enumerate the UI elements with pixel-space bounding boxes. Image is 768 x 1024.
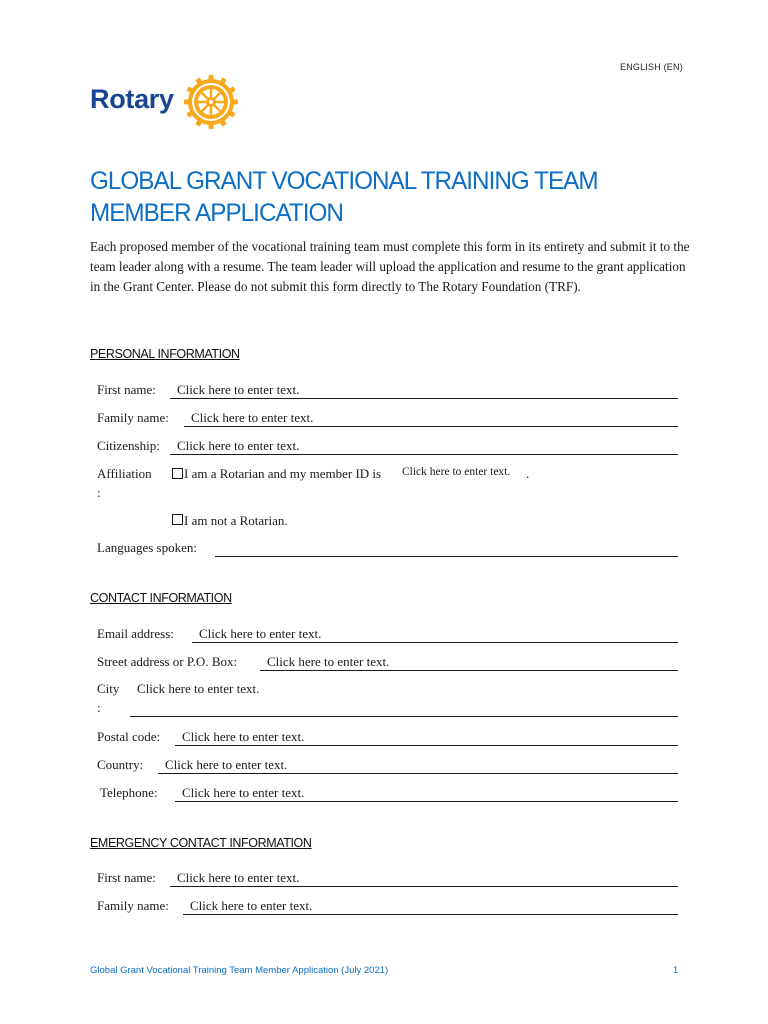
- country-label: Country:: [97, 757, 144, 772]
- languages-label: Languages spoken:: [97, 540, 198, 555]
- city-colon: :: [97, 700, 101, 715]
- page-title: [90, 165, 672, 229]
- city-field[interactable]: Click here to enter text.: [137, 681, 260, 696]
- citizenship-underline: [170, 454, 678, 455]
- postal-code-label: Postal code:: [97, 729, 161, 744]
- postal-code-field[interactable]: Click here to enter text.: [182, 729, 305, 744]
- emergency-first-name-underline: [170, 886, 678, 887]
- emergency-family-name-field[interactable]: Click here to enter text.: [190, 898, 313, 913]
- page-title-line1: GLOBAL GRANT VOCATIONAL TRAINING TEAM: [90, 167, 598, 195]
- country-underline: [158, 773, 678, 774]
- personal-info-heading: PERSONAL INFORMATION: [90, 347, 240, 361]
- not-rotarian-checkbox[interactable]: [172, 514, 183, 525]
- footer-document-name: Global Grant Vocational Training Team Member Application (July 2021): [90, 965, 389, 976]
- emergency-family-name-label: Family name:: [97, 898, 169, 913]
- email-label: Email address:: [97, 626, 174, 641]
- postal-code-underline: [175, 745, 678, 746]
- citizenship-label: Citizenship:: [97, 438, 160, 453]
- family-name-underline: [184, 426, 678, 427]
- language-label: ENGLISH (EN): [620, 62, 683, 72]
- family-name-field[interactable]: Click here to enter text.: [191, 410, 314, 425]
- telephone-underline: [175, 801, 678, 802]
- telephone-field[interactable]: Click here to enter text.: [182, 785, 305, 800]
- telephone-label: Telephone:: [100, 785, 158, 800]
- family-name-label: Family name:: [97, 410, 169, 425]
- member-id-period: .: [526, 466, 530, 481]
- emergency-first-name-field[interactable]: Click here to enter text.: [177, 870, 300, 885]
- country-field[interactable]: Click here to enter text.: [165, 757, 288, 772]
- intro-paragraph: Each proposed member of the vocational training team must complete this form in its entirety and submit it to the team leader along with a resume. The team leader will upload the application and resume to the grant application in the Grant Center. Please do not submit this form directly to The Rotary Foundation (TRF).: [90, 239, 690, 294]
- street-label: Street address or P.O. Box:: [97, 654, 238, 669]
- emergency-family-name-underline: [183, 914, 678, 915]
- citizenship-field[interactable]: Click here to enter text.: [177, 438, 300, 453]
- city-underline: [130, 716, 678, 717]
- not-rotarian-option-label: I am not a Rotarian.: [184, 513, 288, 528]
- rotary-logo-text: Rotary: [90, 84, 174, 114]
- affiliation-label: Affiliation: [97, 466, 152, 481]
- footer-page-number: 1: [673, 965, 679, 976]
- affiliation-colon: :: [97, 485, 101, 500]
- contact-info-heading: CONTACT INFORMATION: [90, 591, 232, 605]
- street-underline: [260, 670, 678, 671]
- emergency-first-name-label: First name:: [97, 870, 156, 885]
- emergency-contact-heading: EMERGENCY CONTACT INFORMATION: [90, 836, 312, 850]
- page-title-line2: MEMBER APPLICATION: [90, 199, 343, 227]
- city-label: City: [97, 681, 120, 696]
- email-field[interactable]: Click here to enter text.: [199, 626, 322, 641]
- first-name-underline: [170, 398, 678, 399]
- rotarian-checkbox[interactable]: [172, 468, 183, 479]
- languages-field[interactable]: [215, 556, 678, 557]
- email-underline: [192, 642, 678, 643]
- first-name-label: First name:: [97, 382, 156, 397]
- street-field[interactable]: Click here to enter text.: [267, 654, 390, 669]
- member-id-field[interactable]: Click here to enter text.: [402, 466, 511, 478]
- rotarian-option-label: I am a Rotarian and my member ID is: [184, 466, 382, 481]
- rotary-wheel-icon: [180, 71, 242, 133]
- first-name-field[interactable]: Click here to enter text.: [177, 382, 300, 397]
